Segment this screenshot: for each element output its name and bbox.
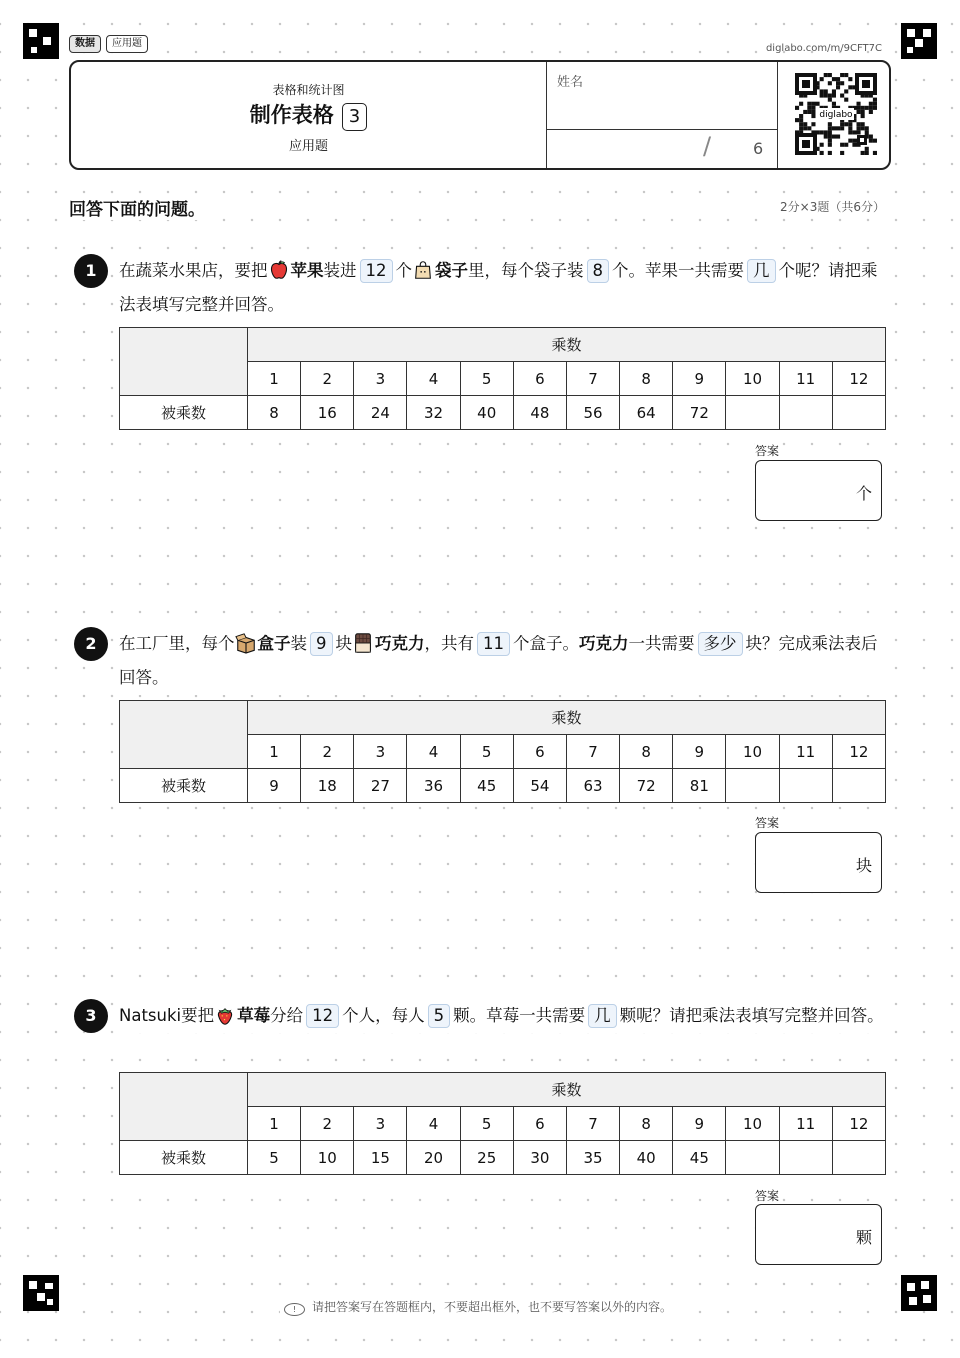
multiplier-cell: 4 — [407, 735, 460, 769]
product-cell: 24 — [354, 396, 407, 430]
worksheet-type: 应用题 — [288, 139, 328, 154]
multiplier-cell: 6 — [513, 1107, 566, 1141]
worksheet-number: 3 — [342, 103, 367, 131]
product-cell: 72 — [620, 769, 673, 803]
q2-text-part: ，共有 — [424, 634, 474, 653]
answer-unit-2: 块 — [855, 856, 872, 875]
multiplier-cell: 2 — [301, 1107, 354, 1141]
product-cell: 32 — [407, 396, 460, 430]
product-cell: 15 — [354, 1141, 407, 1175]
multiplier-cell: 3 — [354, 1107, 407, 1141]
qr-code-icon — [795, 73, 877, 155]
multiplier-cell: 8 — [620, 735, 673, 769]
q3-text-part: 颗。草莓一共需要 — [453, 1006, 586, 1025]
multiplier-cell: 7 — [566, 362, 619, 396]
product-cell: 64 — [620, 396, 673, 430]
info-icon: ! — [284, 1303, 305, 1316]
product-input-cell[interactable] — [726, 769, 779, 803]
product-cell: 5 — [248, 1141, 301, 1175]
points-info: 2分×3题（共6分） — [780, 200, 885, 214]
product-input-cell[interactable] — [832, 1141, 885, 1175]
multiplier-cell: 3 — [354, 362, 407, 396]
footer-text: 请把答案写在答题框内，不要超出框外，也不要写答案以外的内容。 — [308, 1300, 676, 1314]
multiplier-cell: 9 — [673, 362, 726, 396]
multiplier-cell: 12 — [832, 362, 885, 396]
apple-word: 苹果 — [290, 261, 324, 280]
bag-word: 袋子 — [435, 261, 468, 280]
instruction-text: 回答下面的问题。 — [69, 195, 205, 220]
q2-text-part: 块 — [335, 634, 352, 653]
multiplier-cell: 11 — [779, 1107, 832, 1141]
q1-text-part: 个 — [395, 261, 412, 280]
multiplier-cell: 4 — [407, 1107, 460, 1141]
multiplication-table-2 — [119, 700, 886, 803]
multiplier-cell: 10 — [726, 362, 779, 396]
product-row — [120, 396, 886, 430]
answer-label-1: 答案 — [755, 444, 780, 458]
product-cell: 8 — [248, 396, 301, 430]
footer-note — [0, 1298, 960, 1316]
q1-text-part: 个呢？请把乘法表填写完整并回答。 — [119, 261, 878, 314]
multiplier-cell: 1 — [248, 362, 301, 396]
multiplier-cell: 11 — [779, 362, 832, 396]
product-cell: 30 — [513, 1141, 566, 1175]
product-cell: 54 — [513, 769, 566, 803]
worksheet-header — [69, 60, 891, 170]
score-total: 6 — [753, 139, 764, 158]
question-number-1: 1 — [74, 254, 108, 288]
question-text-3 — [119, 999, 889, 1033]
title-block — [71, 62, 547, 168]
multiplicand-label: 被乘数 — [120, 769, 248, 803]
q1-question-word: 几 — [747, 259, 776, 283]
multiplier-cell: 12 — [832, 735, 885, 769]
multiplier-cell: 2 — [301, 735, 354, 769]
box-word: 盒子 — [257, 634, 291, 653]
multiplier-cell: 3 — [354, 735, 407, 769]
q1-text-part: 装进 — [323, 261, 357, 280]
product-cell: 63 — [566, 769, 619, 803]
multiplier-cell: 6 — [513, 735, 566, 769]
product-row — [120, 769, 886, 803]
product-cell: 25 — [460, 1141, 513, 1175]
q1-quantity-apples: 12 — [360, 259, 393, 283]
q3-text-part: 颗呢？请把乘法表填写完整并回答。 — [619, 1006, 884, 1025]
q1-text-part: 在蔬菜水果店，要把 — [119, 261, 268, 280]
score-field[interactable] — [547, 130, 778, 168]
multiplier-cell: 1 — [248, 735, 301, 769]
product-cell: 48 — [513, 396, 566, 430]
q2-text-part: 一共需要 — [628, 634, 695, 653]
multiplier-cell: 6 — [513, 362, 566, 396]
chocolate-word: 巧克力 — [375, 634, 425, 653]
product-cell: 45 — [460, 769, 513, 803]
strawberry-word: 草莓 — [237, 1006, 271, 1025]
q3-per-person: 5 — [428, 1004, 451, 1028]
product-cell: 20 — [407, 1141, 460, 1175]
bag-icon — [412, 259, 434, 281]
product-cell: 40 — [620, 1141, 673, 1175]
qr-label: diglabo — [819, 110, 853, 120]
q1-text-part: 里，每个袋子装 — [468, 261, 584, 280]
product-input-cell[interactable] — [779, 1141, 832, 1175]
apple-icon — [268, 259, 290, 281]
q2-text-part: 装 — [290, 634, 307, 653]
chocolate-icon — [352, 632, 374, 654]
q2-text-part: 在工厂里，每个 — [119, 634, 235, 653]
product-cell: 9 — [248, 769, 301, 803]
corner-marker-top-right — [901, 23, 937, 59]
product-input-cell[interactable] — [726, 396, 779, 430]
multiplication-table-3 — [119, 1072, 886, 1175]
worksheet-subtitle: 表格和统计图 — [272, 83, 345, 97]
q2-text-part: 个盒子。 — [513, 634, 579, 653]
q2-per-box: 9 — [310, 632, 333, 656]
tag-data: 数据 — [69, 35, 101, 53]
multiplier-cell: 7 — [566, 1107, 619, 1141]
question-text-2 — [119, 627, 889, 695]
multiplier-cell: 4 — [407, 362, 460, 396]
product-input-cell[interactable] — [832, 769, 885, 803]
product-cell: 16 — [301, 396, 354, 430]
worksheet-url: diglabo.com/m/9CFT7C — [765, 43, 882, 54]
answer-box-1[interactable] — [755, 460, 882, 521]
q3-text-part: 分给 — [270, 1006, 304, 1025]
name-field[interactable] — [547, 62, 778, 130]
multiplier-cell: 8 — [620, 362, 673, 396]
table-corner-cell — [120, 328, 248, 396]
q3-text-part: Natsuki要把 — [119, 1006, 215, 1025]
title-text: 制作表格 — [249, 103, 334, 127]
q2-text-part: 块？完成乘法表后回答。 — [119, 634, 878, 687]
product-input-cell[interactable] — [726, 1141, 779, 1175]
score-slash: / — [703, 132, 712, 160]
product-cell: 35 — [566, 1141, 619, 1175]
answer-label-3: 答案 — [755, 1189, 780, 1203]
worksheet-title — [71, 99, 546, 131]
product-input-cell[interactable] — [832, 396, 885, 430]
tag-word-problem: 应用题 — [106, 35, 148, 53]
multiplier-header: 乘数 — [248, 328, 886, 362]
strawberry-icon — [214, 1004, 236, 1026]
q3-question-word: 几 — [588, 1004, 617, 1028]
multiplier-cell: 2 — [301, 362, 354, 396]
multiplier-cell: 10 — [726, 735, 779, 769]
table-corner-cell — [120, 701, 248, 769]
product-cell: 56 — [566, 396, 619, 430]
q3-people-count: 12 — [306, 1004, 339, 1028]
product-input-cell[interactable] — [779, 769, 832, 803]
answer-box-3[interactable] — [755, 1204, 882, 1265]
q2-question-word: 多少 — [698, 632, 743, 656]
corner-marker-top-left — [23, 23, 59, 59]
multiplication-table-1 — [119, 327, 886, 430]
question-number-3: 3 — [74, 999, 108, 1033]
multiplier-cell: 5 — [460, 735, 513, 769]
product-cell: 27 — [354, 769, 407, 803]
multiplier-cell: 10 — [726, 1107, 779, 1141]
multiplier-cell: 11 — [779, 735, 832, 769]
multiplier-cell: 8 — [620, 1107, 673, 1141]
tag-list — [69, 35, 148, 53]
product-row — [120, 1141, 886, 1175]
answer-label-2: 答案 — [755, 816, 780, 830]
multiplier-header: 乘数 — [248, 701, 886, 735]
answer-unit-3: 颗 — [855, 1228, 872, 1247]
question-text-1 — [119, 254, 889, 322]
answer-unit-1: 个 — [855, 484, 872, 503]
box-icon — [235, 632, 257, 654]
answer-box-2[interactable] — [755, 832, 882, 893]
multiplicand-label: 被乘数 — [120, 396, 248, 430]
q2-box-count: 11 — [477, 632, 510, 656]
multiplier-cell: 5 — [460, 362, 513, 396]
multiplier-cell: 12 — [832, 1107, 885, 1141]
product-cell: 18 — [301, 769, 354, 803]
q3-text-part: 个人，每人 — [342, 1006, 425, 1025]
q1-text-part: 个。苹果一共需要 — [612, 261, 744, 280]
name-label: 姓名 — [557, 75, 584, 90]
multiplier-cell: 7 — [566, 735, 619, 769]
multiplier-cell: 1 — [248, 1107, 301, 1141]
q1-per-bag: 8 — [587, 259, 610, 283]
question-number-2: 2 — [74, 627, 108, 661]
multiplicand-label: 被乘数 — [120, 1141, 248, 1175]
product-cell: 45 — [673, 1141, 726, 1175]
product-cell: 81 — [673, 769, 726, 803]
product-cell: 10 — [301, 1141, 354, 1175]
multiplier-header: 乘数 — [248, 1073, 886, 1107]
table-corner-cell — [120, 1073, 248, 1141]
multiplier-cell: 9 — [673, 1107, 726, 1141]
product-cell: 72 — [673, 396, 726, 430]
product-cell: 36 — [407, 769, 460, 803]
multiplier-cell: 9 — [673, 735, 726, 769]
product-input-cell[interactable] — [779, 396, 832, 430]
product-cell: 40 — [460, 396, 513, 430]
chocolate-word: 巧克力 — [579, 634, 629, 653]
multiplier-cell: 5 — [460, 1107, 513, 1141]
